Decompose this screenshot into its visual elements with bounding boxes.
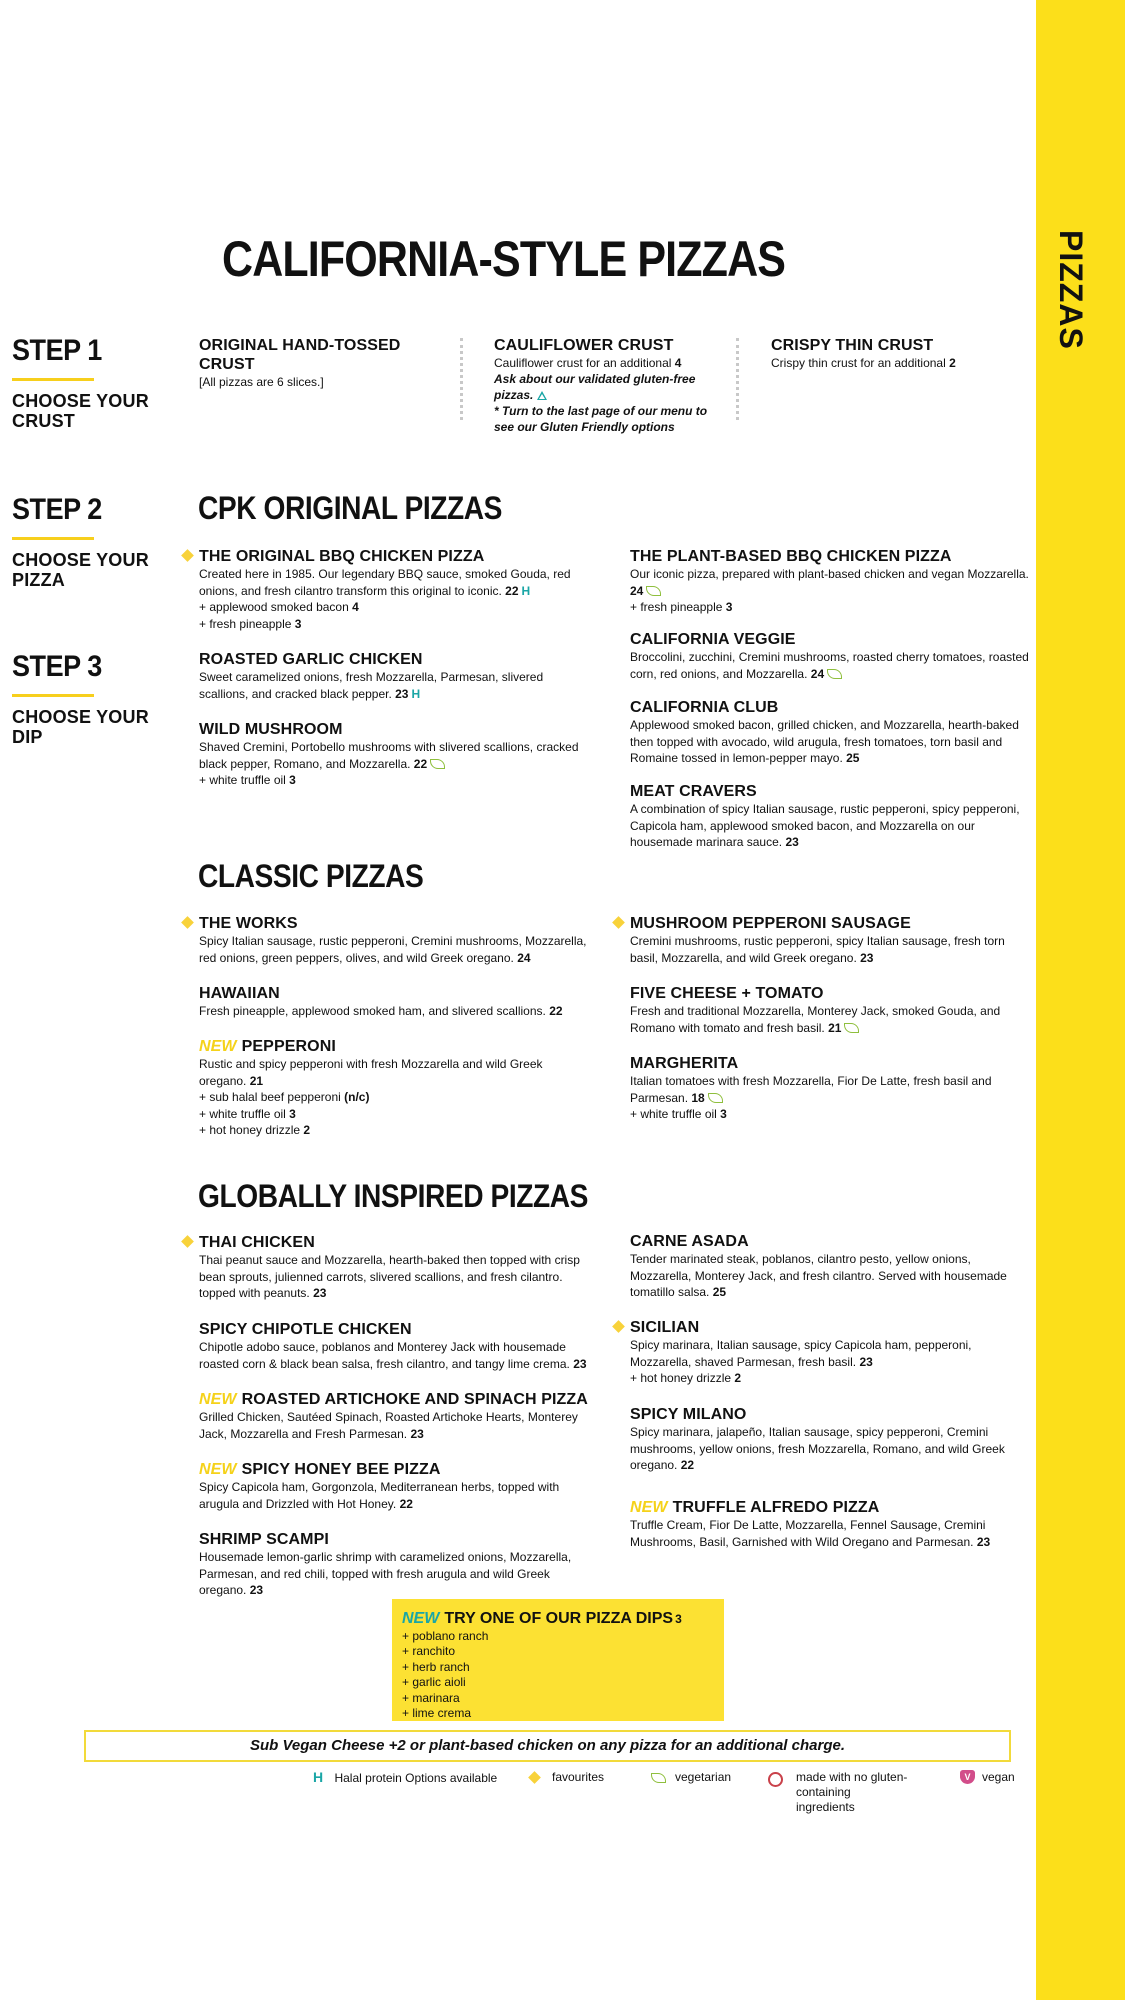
crust-original: [199, 336, 439, 390]
legend-vegan: [960, 1770, 1015, 1785]
divider-dotted: [460, 338, 463, 420]
item-addon: + hot honey drizzle 2: [630, 1371, 742, 1385]
vegan-sub-note: Sub Vegan Cheese +2 or plant-based chicken on any pizza for an additional charge.: [84, 1730, 1011, 1762]
vegetarian-leaf-icon: [430, 759, 445, 769]
legend-halal: [313, 1770, 497, 1786]
dips-title: NEW TRY ONE OF OUR PIZZA DIPS 3: [402, 1610, 682, 1627]
item-addon: + fresh pineapple 3: [630, 600, 733, 614]
legend-label: Halal protein Options available: [334, 1771, 498, 1785]
favourite-diamond-icon: [181, 916, 194, 929]
item-price: 23: [976, 1534, 991, 1549]
step-2: [12, 495, 152, 590]
item-desc: Spicy Capicola ham, Gorgonzola, Mediterranean herbs, topped with arugula and Drizzled with Hot Honey. 22: [199, 1480, 560, 1511]
item-name: NEW TRUFFLE ALFREDO PIZZA: [630, 1499, 880, 1516]
dip-item: + herb ranch: [402, 1659, 470, 1674]
favourite-diamond-icon: [612, 1320, 625, 1333]
item-price: 24: [517, 950, 531, 965]
item-desc: Tender marinated steak, poblanos, cilantro pesto, yellow onions, Mozzarella, Monterey Jack, and fresh cilantro. Served with housemade tomatillo salsa. 25: [630, 1252, 1007, 1299]
menu-item: [199, 1233, 589, 1302]
item-name: CALIFORNIA CLUB: [630, 699, 779, 716]
item-name: NEW PEPPERONI: [199, 1038, 336, 1055]
crust-note-2: * Turn to the last page of our menu to see our Gluten Friendly options: [494, 404, 708, 434]
new-badge: NEW: [199, 1038, 237, 1055]
item-price: 21: [828, 1020, 842, 1035]
section-title-classic: CLASSIC PIZZAS: [198, 858, 424, 894]
vegetarian-leaf-icon: [827, 669, 842, 679]
halal-icon: H: [521, 583, 531, 598]
favourite-diamond-icon: [181, 549, 194, 562]
menu-item: [199, 650, 589, 702]
item-price: 22: [505, 583, 519, 598]
step-subtitle: CHOOSE YOUR CRUST: [12, 391, 149, 431]
menu-item: [199, 720, 589, 789]
item-price: 24: [630, 583, 644, 598]
crust-thin: [771, 336, 1011, 371]
item-addon: + fresh pineapple 3: [199, 616, 302, 631]
item-addon: + white truffle oil 3: [199, 1106, 296, 1121]
vegetarian-leaf-icon: [646, 586, 661, 596]
step-1: [12, 336, 152, 431]
item-price: 22: [680, 1458, 695, 1472]
side-tab-title: PIZZAS: [1053, 230, 1089, 350]
dip-item: + lime crema: [402, 1706, 472, 1721]
pizza-dips-box: [392, 1599, 724, 1721]
menu-item: [199, 1460, 589, 1512]
item-price: 23: [249, 1583, 264, 1597]
item-name: NEW ROASTED ARTICHOKE AND SPINACH PIZZA: [199, 1391, 588, 1408]
legend-label: made with no gluten-containing ingredients: [796, 1770, 908, 1814]
item-name: MARGHERITA: [630, 1055, 739, 1072]
item-name: FIVE CHEESE + TOMATO: [630, 985, 824, 1002]
item-price: 23: [573, 1356, 587, 1371]
crust-name: CAULIFLOWER CRUST: [494, 337, 674, 354]
item-name: CALIFORNIA VEGGIE: [630, 631, 796, 648]
menu-item: [630, 1232, 1030, 1301]
item-price: 22: [549, 1004, 563, 1018]
section-title-global: GLOBALLY INSPIRED PIZZAS: [198, 1178, 588, 1214]
item-addon: + sub halal beef pepperoni (n/c): [199, 1090, 370, 1104]
crust-desc: Cauliflower crust for an additional 4: [494, 356, 682, 370]
step-underline: [12, 537, 94, 540]
vegetarian-leaf-icon: [844, 1023, 859, 1033]
item-desc: Spicy Italian sausage, rustic pepperoni, Cremini mushrooms, Mozzarella, red onions, green peppers, olives, and wild Greek oregano. 24: [199, 934, 587, 965]
item-addon: + applewood smoked bacon 4: [199, 600, 359, 614]
item-name: MEAT CRAVERS: [630, 783, 757, 800]
dip-item: + marinara: [402, 1690, 460, 1705]
new-badge: NEW: [402, 1610, 440, 1627]
item-name: HAWAIIAN: [199, 985, 280, 1002]
crust-price: 2: [949, 356, 956, 370]
item-desc: Shaved Cremini, Portobello mushrooms with slivered scallions, cracked black pepper, Romano, and Mozzarella. 22: [199, 740, 579, 771]
crust-name: CRISPY THIN CRUST: [771, 337, 934, 354]
menu-item: [630, 914, 1030, 966]
item-desc: Broccolini, zucchini, Cremini mushrooms, roasted cherry tomatoes, roasted corn, red onions, and Mozzarella. 24: [630, 650, 1029, 681]
item-price: 23: [860, 950, 874, 965]
new-badge: NEW: [199, 1461, 237, 1478]
item-price: 21: [249, 1073, 264, 1088]
menu-item: [630, 1054, 1030, 1123]
item-desc: Fresh pineapple, applewood smoked ham, and slivered scallions. 22: [199, 1004, 563, 1018]
menu-item: [630, 1405, 1030, 1474]
item-price: 23: [313, 1286, 327, 1300]
item-desc: A combination of spicy Italian sausage, rustic pepperoni, spicy pepperoni, Capicola ham, applewood smoked bacon, and Mozzarella on our housemade marinara sauce. 23: [630, 802, 1020, 849]
dip-item: + garlic aioli: [402, 1675, 466, 1690]
item-desc: Italian tomatoes with fresh Mozzarella, Fior De Latte, fresh basil and Parmesan. 18: [630, 1074, 992, 1105]
dip-item: + ranchito: [402, 1644, 456, 1659]
item-name: MUSHROOM PEPPERONI SAUSAGE: [630, 915, 911, 932]
menu-item: [199, 1390, 589, 1442]
crust-note: Ask about our validated gluten-free pizzas.: [494, 372, 696, 402]
menu-item: [199, 1530, 589, 1599]
item-addon: + white truffle oil 3: [199, 773, 296, 787]
new-badge: NEW: [199, 1391, 237, 1408]
legend-label: vegetarian: [675, 1770, 732, 1784]
item-desc: Housemade lemon-garlic shrimp with caramelized onions, Mozzarella, Parmesan, and red chili, topped with fresh arugula and wild Greek oregano. 23: [199, 1550, 572, 1597]
menu-item: [630, 782, 1030, 851]
crust-cauliflower: [494, 336, 719, 435]
menu-item: [630, 698, 1030, 767]
no-gluten-circle-icon: [768, 1772, 783, 1787]
step-label: STEP 1: [12, 334, 102, 367]
vegetarian-leaf-icon: [708, 1093, 723, 1103]
item-price: 18: [691, 1090, 705, 1105]
item-desc: Cremini mushrooms, rustic pepperoni, spicy Italian sausage, fresh torn basil, Mozzarella, and wild Greek oregano. 23: [630, 934, 1005, 965]
halal-icon: H: [411, 686, 421, 701]
item-price: 22: [399, 1496, 413, 1511]
item-name: ROASTED GARLIC CHICKEN: [199, 651, 423, 668]
item-desc: Spicy marinara, Italian sausage, spicy Capicola ham, pepperoni, Mozzarella, shaved Parmesan, fresh basil. 23: [630, 1338, 972, 1369]
item-desc: Fresh and traditional Mozzarella, Monterey Jack, smoked Gouda, and Romano with tomato and fresh basil. 21: [630, 1004, 1001, 1035]
menu-item: [199, 914, 589, 966]
item-desc: Sweet caramelized onions, fresh Mozzarella, Parmesan, slivered scallions, and cracked black pepper. 23 H: [199, 670, 544, 701]
item-desc: Applewood smoked bacon, grilled chicken, and Mozzarella, hearth-baked then topped with avocado, wild arugula, fresh tomatoes, torn basil and Romaine tossed in lemon-pepper mayo. 25: [630, 718, 1019, 765]
halal-icon: H: [313, 1769, 324, 1785]
menu-item: [199, 984, 589, 1020]
legend-vegetarian: [651, 1770, 731, 1785]
item-desc: Thai peanut sauce and Mozzarella, hearth-baked then topped with crisp bean sprouts, julienned carrots, slivered scallions, and fresh cilantro. topped with peanuts. 23: [199, 1253, 580, 1300]
favourite-diamond-icon: [181, 1235, 194, 1248]
item-name: THAI CHICKEN: [199, 1234, 315, 1251]
step-3: [12, 652, 152, 747]
step-subtitle: CHOOSE YOUR PIZZA: [12, 550, 149, 590]
new-badge: NEW: [630, 1499, 668, 1516]
item-price: 24: [810, 666, 825, 681]
favourite-diamond-icon: [528, 1771, 541, 1784]
legend-label: vegan: [982, 1770, 1015, 1784]
item-price: 25: [846, 751, 860, 765]
step-label: STEP 3: [12, 650, 102, 683]
item-price: 23: [859, 1354, 873, 1369]
crust-desc: Crispy thin crust for an additional 2: [771, 356, 956, 370]
favourite-diamond-icon: [612, 916, 625, 929]
legend-gluten: [768, 1770, 908, 1815]
menu-item: [630, 1318, 1030, 1387]
item-price: 23: [785, 835, 799, 849]
dip-item: + poblano ranch: [402, 1629, 489, 1643]
crust-name: ORIGINAL HAND-TOSSED CRUST: [199, 337, 401, 373]
step-underline: [12, 694, 94, 697]
item-desc: Rustic and spicy pepperoni with fresh Mozzarella and wild Greek oregano. 21: [199, 1057, 543, 1088]
menu-item: [630, 547, 1030, 616]
item-price: 22: [413, 756, 428, 771]
item-desc: Truffle Cream, Fior De Latte, Mozzarella, Fennel Sausage, Cremini Mushrooms, Basil, Garnished with Wild Oregano and Parmesan. 23: [630, 1518, 991, 1549]
page-title: CALIFORNIA-STYLE PIZZAS: [222, 231, 786, 287]
menu-item: [630, 984, 1030, 1036]
menu-item: [199, 1037, 589, 1139]
vegetarian-leaf-icon: [651, 1773, 666, 1783]
dips-price: 3: [675, 1612, 682, 1626]
step-label: STEP 2: [12, 493, 102, 526]
item-name: SPICY CHIPOTLE CHICKEN: [199, 1321, 412, 1338]
item-addon: + white truffle oil 3: [630, 1107, 727, 1121]
menu-item: [630, 630, 1030, 682]
crust-desc: [All pizzas are 6 slices.]: [199, 375, 324, 389]
vegan-heart-icon: V: [960, 1770, 975, 1784]
item-price: 23: [410, 1426, 424, 1441]
item-name: SICILIAN: [630, 1319, 700, 1336]
crust-price: 4: [674, 356, 682, 370]
item-name: THE PLANT-BASED BBQ CHICKEN PIZZA: [630, 548, 952, 565]
item-name: SPICY MILANO: [630, 1406, 747, 1423]
gluten-free-triangle-icon: [537, 391, 547, 400]
item-name: THE WORKS: [199, 915, 298, 932]
item-desc: Chipotle adobo sauce, poblanos and Monterey Jack with housemade roasted corn & black bean salsa, fresh cilantro, and tangy lime crema. 23: [199, 1340, 587, 1371]
item-desc: Spicy marinara, jalapeño, Italian sausage, spicy pepperoni, Cremini mushrooms, yellow onions, fresh Mozzarella, Romano, and wild Greek oregano. 22: [630, 1425, 1005, 1472]
item-price: 23: [395, 686, 409, 701]
legend-favourites: [530, 1770, 604, 1785]
step-subtitle: CHOOSE YOUR DIP: [12, 707, 149, 747]
item-name: WILD MUSHROOM: [199, 721, 343, 738]
legend-label: favourites: [552, 1770, 605, 1784]
item-desc: Our iconic pizza, prepared with plant-based chicken and vegan Mozzarella. 24: [630, 567, 1029, 598]
section-title-original: CPK ORIGINAL PIZZAS: [198, 490, 503, 526]
item-name: SHRIMP SCAMPI: [199, 1531, 329, 1548]
step-underline: [12, 378, 94, 381]
item-name: NEW SPICY HONEY BEE PIZZA: [199, 1461, 441, 1478]
menu-item: [199, 547, 589, 632]
item-desc: Grilled Chicken, Sautéed Spinach, Roasted Artichoke Hearts, Monterey Jack, Mozzarella and Fresh Parmesan. 23: [199, 1410, 578, 1441]
menu-item: [630, 1498, 1030, 1550]
item-desc: Created here in 1985. Our legendary BBQ sauce, smoked Gouda, red onions, and fresh cilantro transform this original to iconic. 22 H: [199, 567, 571, 598]
menu-item: [199, 1320, 589, 1372]
item-name: CARNE ASADA: [630, 1233, 749, 1250]
item-price: 25: [712, 1285, 727, 1299]
divider-dotted: [736, 338, 739, 420]
item-name: THE ORIGINAL BBQ CHICKEN PIZZA: [199, 548, 485, 565]
item-addon: + hot honey drizzle 2: [199, 1123, 311, 1137]
